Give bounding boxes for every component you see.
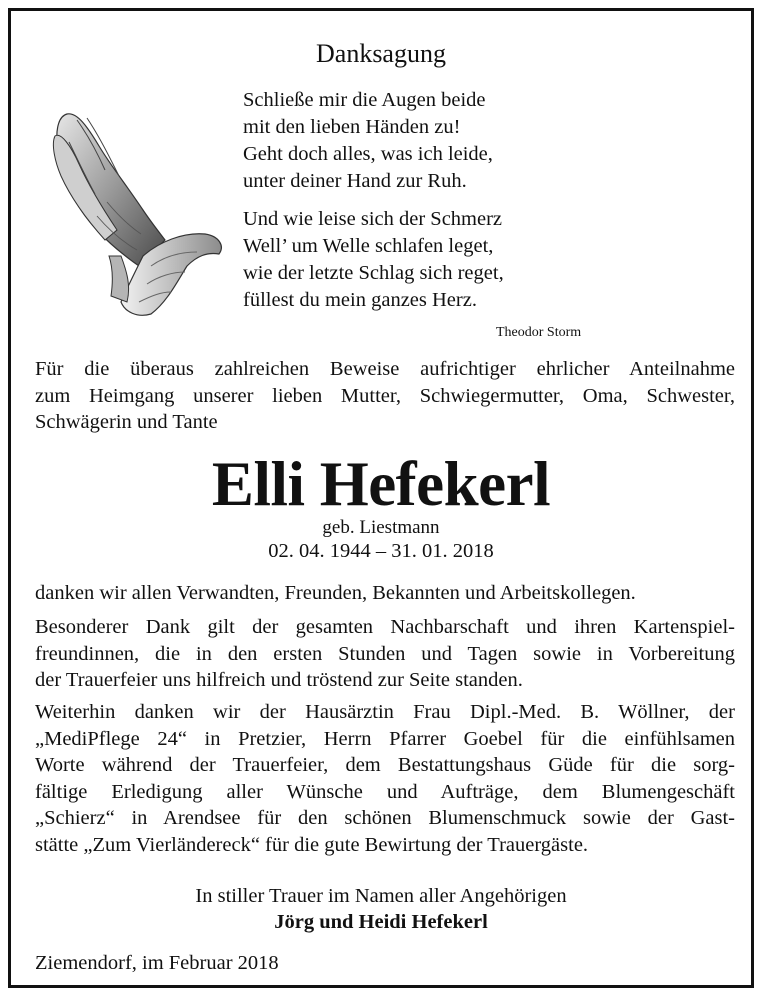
obituary-notice: [8, 8, 754, 988]
praying-hands-icon: [47, 106, 227, 321]
paragraph-line: Für die überaus zahlreichen Beweise aufrichtiger ehrlicher Anteilnahme: [35, 358, 735, 380]
birth-name: geb. Liestmann: [322, 517, 440, 538]
paragraph-line: freundinnen, die in den ersten Stunden und Tagen sowie in Vorbereitung: [35, 642, 735, 665]
closing-block: [11, 883, 751, 935]
paragraph-line: der Trauerfeier uns hilfreich und tröstend zur Seite standen.: [35, 669, 523, 691]
poem-stanza-1: [243, 87, 504, 195]
paragraph-line: Besonderer Dank gilt der gesamten Nachbarschaft und ihren Kartenspiel-: [35, 616, 735, 638]
thanks-paragraph-3: [35, 699, 735, 858]
paragraph-line: fältige Erledigung aller Wünsche und Aufträge, dem Blumengeschäft: [35, 780, 735, 803]
paragraph-line: Weiterhin danken wir der Hausärztin Frau Dipl.-Med. B. Wöllner, der: [35, 701, 735, 723]
paragraph-line: stätte „Zum Vierländereck“ für die gute Bewirtung der Trauergäste.: [35, 833, 589, 856]
poem-line: Geht doch alles, was ich leide,: [243, 143, 493, 165]
poem-stanza-2: [243, 206, 504, 314]
paragraph-line: Schwägerin und Tante: [35, 411, 218, 433]
place-and-date: Ziemendorf, im Februar 2018: [35, 952, 279, 974]
thanks-paragraph-2: [35, 614, 735, 694]
paragraph-line: „MediPflege 24“ in Pretzier, Herrn Pfarrer Goebel für die einfühlsamen: [35, 727, 735, 750]
deceased-name: Elli Hefekerl: [211, 449, 551, 519]
life-dates: 02. 04. 1944 – 31. 01. 2018: [268, 540, 494, 562]
poem-author: Theodor Storm: [496, 325, 582, 340]
poem-line: füllest du mein ganzes Herz.: [243, 289, 477, 311]
thanks-paragraph-1: [35, 580, 735, 607]
notice-heading: Danksagung: [316, 39, 446, 68]
poem-line: wie der letzte Schlag sich reget,: [243, 262, 504, 284]
closing-line: In stiller Trauer im Namen aller Angehörigen: [195, 885, 567, 907]
signers: Jörg und Heidi Hefekerl: [274, 911, 488, 933]
poem: [243, 87, 504, 325]
poem-line: Well’ um Welle schlafen leget,: [243, 235, 494, 257]
intro-paragraph: [35, 356, 735, 436]
paragraph-line: Worte während der Trauerfeier, dem Bestattungshaus Güde für die sorg-: [35, 754, 735, 776]
paragraph-line: danken wir allen Verwandten, Freunden, Bekannten und Arbeitskollegen.: [35, 582, 636, 604]
poem-line: Schließe mir die Augen beide: [243, 89, 486, 111]
poem-line: mit den lieben Händen zu!: [243, 116, 461, 138]
poem-line: unter deiner Hand zur Ruh.: [243, 170, 467, 192]
paragraph-line: zum Heimgang unserer lieben Mutter, Schwiegermutter, Oma, Schwester,: [35, 384, 735, 407]
poem-line: Und wie leise sich der Schmerz: [243, 208, 503, 230]
paragraph-line: „Schierz“ in Arendsee für den schönen Blumenschmuck sowie der Gast-: [35, 807, 735, 829]
